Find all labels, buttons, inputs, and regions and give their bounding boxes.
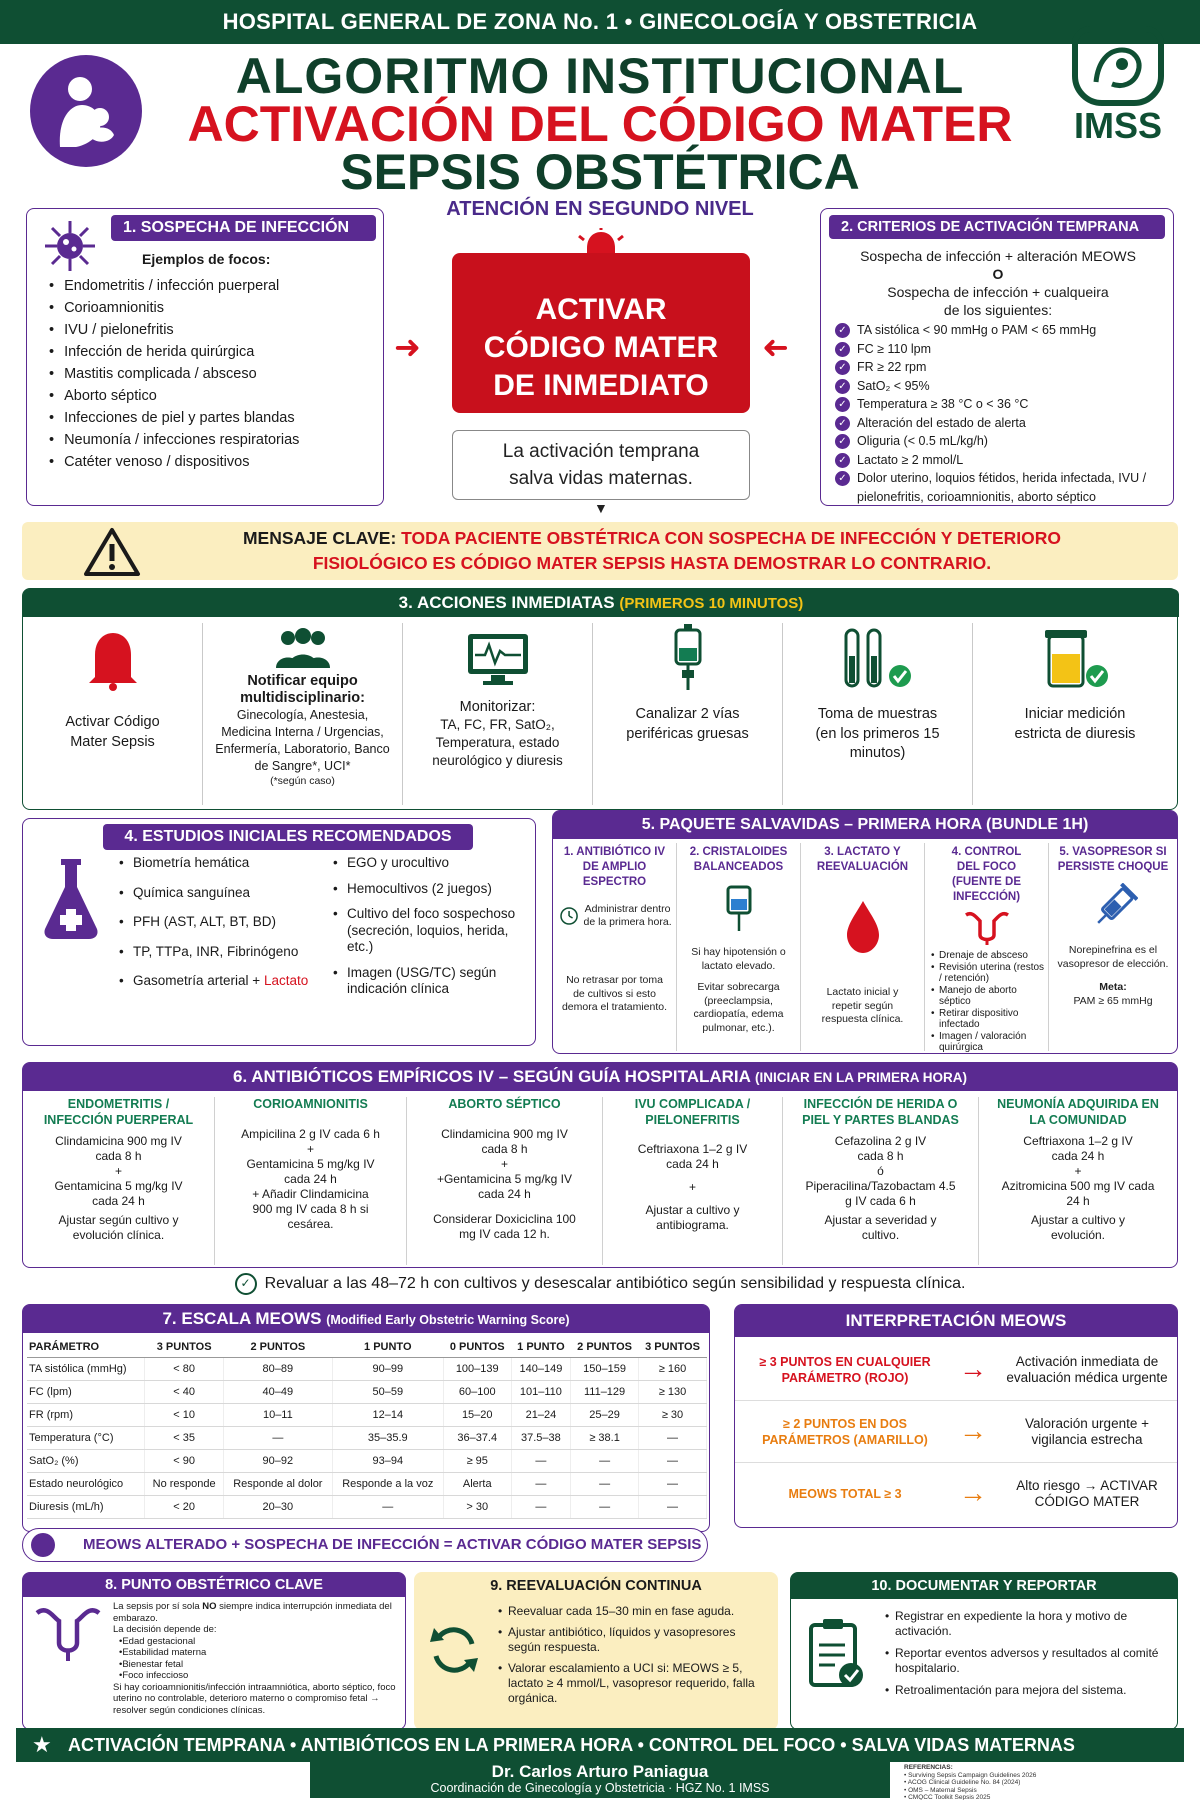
check-icon: ✓ [835,453,850,468]
abx-note: + Añadir Clindamicina 900 mg IV cada 8 h si cesárea. [252,1186,369,1231]
table-header: 2 PUNTOS [571,1337,639,1358]
bundle-cristaloides [677,843,801,1051]
reference-item: • OMS – Maternal Sepsis [904,1786,977,1794]
section2-title: 2. CRITERIOS DE ACTIVACIÓN TEMPRANA [829,215,1165,239]
abx-plus: ó [877,1164,884,1178]
list-item: ✓ Temperatura ≥ 38 °C o < 36 °C [835,395,1161,414]
abx-plus: + [500,1156,508,1171]
interp-label: ≥ 2 PUNTOS EN DOS PARÁMETROS (AMARILLO) [762,1417,928,1447]
meows-alterado-banner: MEOWS ALTERADO + SOSPECHA DE INFECCIÓN = ACTIVAR CÓDIGO MATER SEPSIS [22,1528,708,1562]
warning-icon [82,526,142,578]
criteria-line-2: Sospecha de infección + cualqueira [887,284,1109,300]
section-reevaluacion [414,1572,778,1730]
salva-line-1: La activación temprana [502,441,700,462]
arrow-right-icon: → [959,1415,987,1446]
flask-icon [41,855,101,941]
table-row [27,1404,707,1427]
interp-result: Valoración urgente + vigilancia estrecha [1025,1415,1149,1447]
accion-canalizar-label: Canalizar 2 vías periféricas gruesas [626,706,749,742]
alert-dot-icon [31,1533,55,1557]
check-icon: ✓ [835,342,850,357]
criteria-line-1: Sospecha de infección + alteración MEOWS [860,248,1136,264]
list-item: • Endometritis / infección puerperal [49,275,299,297]
table-cell: Estado neurológico [27,1473,145,1496]
activar-line-3: DE INMEDIATO [493,369,709,402]
interp-result: Alto riesgo → ACTIVAR CÓDIGO MATER [1016,1477,1158,1509]
table-cell: ≥ 30 [639,1404,707,1427]
table-cell: TA sistólica (mmHg) [27,1358,145,1381]
check-icon: ✓ [835,397,850,412]
abx-plus: + [114,1164,122,1178]
bundle-antibiotico-note: No retrasar por toma de cultivos si esto demora el tratamiento. [561,974,668,1013]
bundle-vasopresor [1049,843,1177,1051]
list-item: • Imagen (USG/TC) según indicación clínica [333,965,533,998]
list-item: • Ajustar antibiótico, líquidos y vasopresores según respuesta. [498,1625,768,1655]
table-header: 1 PUNTO [332,1337,443,1358]
list-item: • Aborto séptico [49,385,299,407]
abx-plus: + [306,1141,314,1156]
section-criterios [820,208,1174,506]
estudios-right-list [333,855,533,1007]
reference-item: • CMQCC Toolkit Sepsis 2025 [904,1794,991,1800]
section7-title: 7. ESCALA MEOWS (Modified Early Obstetric Warning Score) [23,1305,709,1333]
abx-col-title: IVU COMPLICADA / PIELONEFRITIS [634,1097,751,1127]
accion-diuresis [973,623,1177,805]
abx-col-ivu [603,1097,783,1265]
references [900,1762,1180,1798]
abx-col-title: ENDOMETRITIS / INFECCIÓN PUERPERAL [43,1097,194,1127]
list-item: • Biometría hemática [119,855,319,872]
accion-muestras [783,623,973,805]
section8-note: Si hay corioamnionitis/infección intraamniótica, aborto séptico, foco uterino no controlable, deterioro materno o compromiso fetal → resolver según condiciones clínicas. [113,1681,396,1716]
table-header: 2 PUNTOS [223,1337,332,1358]
section1-subtitle: Ejemplos de focos: [142,251,271,267]
arrow-right-icon: → [959,1477,987,1508]
accion-canalizar [593,623,783,805]
table-cell: No responde [145,1473,224,1496]
table-cell: Temperatura (°C) [27,1427,145,1450]
bundle-control-foco-list [925,950,1048,1054]
criteria-or: O [992,266,1004,282]
iv-bag-icon [668,624,708,694]
section10-list [885,1609,1169,1705]
table-row [27,1381,707,1404]
check-circle-icon: ✓ [235,1273,257,1295]
salva-line-2: salva vidas maternas. [509,468,693,489]
table-cell: < 35 [145,1427,224,1450]
list-item: • Corioamnionitis [49,297,299,319]
list-item: • Reevaluar cada 15–30 min en fase aguda. [498,1604,768,1619]
table-cell: — [571,1450,639,1473]
accion-monitorizar-text: TA, FC, FR, SatO₂, Temperatura, estado neurológico y diuresis [432,717,563,768]
criteria-list [835,321,1161,506]
iv-drip-icon [724,883,754,935]
list-item: • Cultivo del foco sospechoso (secreción, loquios, herida, etc.) [333,906,533,956]
section-meows [22,1304,710,1532]
table-cell: 35–35.9 [332,1427,443,1450]
table-cell: < 40 [145,1381,224,1404]
accion-notificar-note: (*según caso) [270,775,335,787]
bundle-cristaloides-title: 2. CRISTALOIDES BALANCEADOS [689,846,788,873]
bottom-band: ★ ACTIVACIÓN TEMPRANA • ANTIBIÓTICOS EN LA PRIMERA HORA • CONTROL DEL FOCO • SALVA VIDAS MATERNAS [16,1728,1184,1762]
interp-row [735,1401,1177,1463]
revaluar-note: ✓ Revaluar a las 48–72 h con cultivos y desescalar antibiótico según sensibilidad y respuesta clínica. [22,1272,1178,1296]
refresh-icon [426,1622,482,1678]
table-header-row [27,1337,707,1358]
table-cell: ≥ 38.1 [571,1427,639,1450]
bundle-vasopresor-text: Norepinefrina es el vasopresor de elección. [1057,944,1169,970]
table-cell: Diuresis (mL/h) [27,1496,145,1519]
abx-regimen-1: Clindamicina 900 mg IV cada 8 h [441,1126,568,1156]
table-cell: FC (lpm) [27,1381,145,1404]
accion-monitorizar [403,623,593,805]
table-cell: — [511,1450,570,1473]
uterus-icon [962,909,1012,945]
list-item: • Revisión uterina (restos / retención) [931,962,1048,985]
table-cell: 140–149 [511,1358,570,1381]
check-icon: ✓ [835,379,850,394]
table-cell: < 10 [145,1404,224,1427]
bundle-lactato-title: 3. LACTATO Y REEVALUACIÓN [816,846,909,873]
table-cell: — [571,1473,639,1496]
list-item: ✓ SatO₂ < 95% [835,377,1161,396]
reference-item: • Surviving Sepsis Campaign Guidelines 2026 [904,1771,1037,1779]
activar-line-1: ACTIVAR [535,293,667,326]
table-cell: < 20 [145,1496,224,1519]
table-cell: — [639,1450,707,1473]
list-item: ✓ Dolor uterino, loquios fétidos, herida infectada, IVU / pielonefritis, corioamnionitis, aborto séptico [835,469,1161,506]
accion-notificar [203,623,403,805]
syringe-icon [1088,883,1138,933]
section4-title: 4. ESTUDIOS INICIALES RECOMENDADOS [103,824,473,850]
table-cell: < 90 [145,1450,224,1473]
table-cell: Responde a la voz [332,1473,443,1496]
interp-row [735,1339,1177,1401]
section-documentar [790,1572,1178,1730]
virus-icon [41,217,99,275]
abx-note: Ajustar a severidad y cultivo. [824,1213,937,1242]
check-icon: ✓ [835,360,850,375]
bundle-vasopresor-meta: PAM ≥ 65 mmHg [1073,994,1153,1007]
table-cell: 25–29 [571,1404,639,1427]
abx-col-neumonia [979,1097,1177,1265]
check-icon: ✓ [835,434,850,449]
check-icon: ✓ [835,416,850,431]
table-header: 1 PUNTO [511,1337,570,1358]
list-item: • EGO y urocultivo [333,855,533,872]
list-item: ✓ FR ≥ 22 rpm [835,358,1161,377]
imss-logo [1064,26,1172,154]
table-cell: — [639,1427,707,1450]
abx-col-aborto [407,1097,603,1265]
table-cell: — [639,1473,707,1496]
table-cell: 40–49 [223,1381,332,1404]
abx-note: Considerar Doxiciclina 100 mg IV cada 12 h. [433,1211,576,1241]
section9-list [498,1604,768,1712]
check-icon: ✓ [835,471,850,486]
list-item: • Edad gestacional [119,1636,403,1648]
arrow-down-icon: ▼ [594,500,608,516]
list-item: ✓ Oliguria (< 0.5 mL/kg/h) [835,432,1161,451]
abx-regimen-1: Ampicilina 2 g IV cada 6 h [241,1126,380,1141]
table-cell: FR (rpm) [27,1404,145,1427]
section-interpretacion [734,1304,1178,1528]
table-cell: 111–129 [571,1381,639,1404]
salva-vidas-box [452,430,750,500]
section8-title: 8. PUNTO OBSTÉTRICO CLAVE [23,1573,405,1597]
list-item: • Infección de herida quirúrgica [49,341,299,363]
table-row [27,1427,707,1450]
section3-title: 3. ACCIONES INMEDIATAS (PRIMEROS 10 MINUTOS) [23,589,1179,617]
table-cell: 90–92 [223,1450,332,1473]
list-item: • Foco infeccioso [119,1670,403,1682]
list-item: • Retroalimentación para mejora del sistema. [885,1683,1169,1698]
mother-baby-icon [30,55,142,167]
clipboard-icon [805,1617,869,1693]
mensaje-clave-line-2: FISIOLÓGICO ES CÓDIGO MATER SEPSIS HASTA DEMOSTRAR LO CONTRARIO. [312,553,992,573]
table-cell: 100–139 [443,1358,511,1381]
mensaje-clave-line-1: MENSAJE CLAVE: TODA PACIENTE OBSTÉTRICA CON SOSPECHA DE INFECCIÓN Y DETERIORO [242,528,1062,548]
bundle-antibiotico [553,843,677,1051]
uterus-icon [33,1603,103,1663]
section8-subtitle: La decisión depende de: [113,1624,217,1635]
list-item: • Mastitis complicada / absceso [49,363,299,385]
accion-monitorizar-title: Monitorizar: [459,699,536,715]
test-tubes-icon [838,626,918,692]
meows-table [27,1337,707,1519]
criteria-line-3: de los siguientes: [943,302,1053,318]
title-line-3: SEPSIS OBSTÉTRICA [340,144,860,200]
list-item: • TP, TTPa, INR, Fibrinógeno [119,944,319,961]
imss-wordmark: IMSS [1073,105,1162,146]
abx-col-title: NEUMONÍA ADQUIRIDA EN LA COMUNIDAD [997,1097,1159,1127]
urine-cup-icon [1035,626,1115,692]
accion-activar [23,623,203,805]
table-cell: 80–89 [223,1358,332,1381]
list-item: • Química sanguínea [119,885,319,902]
list-item: • PFH (AST, ALT, BT, BD) [119,914,319,931]
mother-baby-logo [30,55,142,167]
table-cell: 101–110 [511,1381,570,1404]
author-role: Coordinación de Ginecología y Obstetricia · HGZ No. 1 IMSS [430,1781,770,1795]
author-name: Dr. Carlos Arturo Paniagua [491,1762,709,1781]
table-cell: — [571,1496,639,1519]
abx-regimen-2: Gentamicina 5 mg/kg IV cada 24 h [246,1156,375,1186]
list-item: • Reportar eventos adversos y resultados al comité hospitalario. [885,1646,1169,1676]
mensaje-clave-banner [22,522,1178,580]
list-item: • Neumonía / infecciones respiratorias [49,429,299,451]
estudios-left-list [119,855,319,999]
author-footer [310,1762,890,1798]
section-bundle [552,810,1178,1054]
table-row [27,1473,707,1496]
abx-col-title: CORIOAMNIONITIS [253,1097,368,1111]
table-cell: — [639,1496,707,1519]
table-cell: 90–99 [332,1358,443,1381]
list-item: • Manejo de aborto séptico [931,985,1048,1008]
arrow-right-icon: ➜ [394,329,421,365]
interp-row [735,1463,1177,1525]
table-cell: ≥ 160 [639,1358,707,1381]
blood-drop-icon [843,899,883,955]
table-cell: 36–37.4 [443,1427,511,1450]
meows-table-body [27,1358,707,1519]
abx-col-title: INFECCIÓN DE HERIDA O PIEL Y PARTES BLANDAS [802,1097,959,1127]
abx-regimen-1: Clindamicina 900 mg IV cada 8 h [55,1134,182,1163]
list-item: • IVU / pielonefritis [49,319,299,341]
bundle-control-foco-title: 4. CONTROL DEL FOCO (FUENTE DE INFECCIÓN) [951,846,1022,903]
accion-notificar-title: Notificar equipo multidisciplinario: [240,673,365,706]
list-item: • Catéter venoso / dispositivos [49,451,299,473]
interp-label: ≥ 3 PUNTOS EN CUALQUIER PARÁMETRO (ROJO) [759,1355,931,1385]
abx-plus: + [1074,1164,1082,1178]
section5-title: 5. PAQUETE SALVAVIDAS – PRIMERA HORA (BUNDLE 1H) [553,811,1177,839]
table-cell: SatO₂ (%) [27,1450,145,1473]
activar-line-2: CÓDIGO MATER [483,331,719,364]
references-title: REFERENCIAS: [904,1764,953,1771]
list-item: • Gasometría arterial + Lactato [119,973,319,990]
bundle-lactato [801,843,925,1051]
abx-col-endometritis [23,1097,215,1265]
abx-plus: + [688,1180,696,1194]
table-cell: — [511,1473,570,1496]
abx-regimen-1: Cefazolina 2 g IV cada 8 h [834,1134,927,1163]
table-cell: — [223,1427,332,1450]
clock-icon [559,896,579,936]
section-punto-obstetrico [22,1572,406,1730]
subtitle: ATENCIÓN EN SEGUNDO NIVEL [446,198,754,220]
table-cell: 93–94 [332,1450,443,1473]
table-header: 3 PUNTOS [145,1337,224,1358]
table-cell: 10–11 [223,1404,332,1427]
list-item: • Valorar escalamiento a UCI si: MEOWS ≥ 5, lactato ≥ 4 mmol/L, vasopresor requerido, falla orgánica. [498,1661,768,1706]
bell-icon [85,627,141,691]
star-icon: ★ [32,1732,52,1757]
interp-title: INTERPRETACIÓN MEOWS [735,1305,1177,1337]
bundle-lactato-text: Lactato inicial y repetir según respuesta clínica. [821,986,904,1025]
table-cell: 20–30 [223,1496,332,1519]
abx-regimen-1: Ceftriaxona 1–2 g IV cada 24 h [637,1142,748,1171]
table-row [27,1358,707,1381]
table-row [27,1496,707,1519]
table-cell: 21–24 [511,1404,570,1427]
table-cell: ≥ 130 [639,1381,707,1404]
table-cell: 150–159 [571,1358,639,1381]
title-line-2: ACTIVACIÓN DEL CÓDIGO MATER [187,96,1013,152]
list-item: • Retirar dispositivo infectado [931,1008,1048,1031]
list-item: ✓ Alteración del estado de alerta [835,414,1161,433]
list-item: ✓ FC ≥ 110 lpm [835,340,1161,359]
check-icon: ✓ [835,323,850,338]
team-icon [268,626,338,670]
section8-list [113,1636,403,1682]
table-cell: Responde al dolor [223,1473,332,1496]
abx-regimen-1: Ceftriaxona 1–2 g IV cada 24 h [1023,1134,1133,1163]
abx-col-herida [783,1097,979,1265]
section-sospecha [26,208,384,506]
table-cell: < 80 [145,1358,224,1381]
table-cell: ≥ 95 [443,1450,511,1473]
list-item: • Imagen / valoración quirúrgica [931,1031,1048,1054]
activar-codigo-mater-box [452,253,750,413]
monitor-icon [465,631,531,687]
bundle-antibiotico-title: 1. ANTIBIÓTICO IV DE AMPLIO ESPECTRO [563,846,666,888]
list-item: • Hemocultivos (2 juegos) [333,881,533,898]
bundle-vasopresor-meta-label: Meta: [1099,981,1127,993]
bundle-antibiotico-text: Administrar dentro de la primera hora. [583,902,672,928]
abx-regimen-2: Azitromicina 500 mg IV cada 24 h [1001,1179,1155,1208]
foci-list [49,275,299,473]
table-header: 0 PUNTOS [443,1337,511,1358]
section6-title: 6. ANTIBIÓTICOS EMPÍRICOS IV – SEGÚN GUÍA HOSPITALARIA (INICIAR EN LA PRIMERA HORA) [23,1063,1177,1091]
list-item: ✓ Lactato ≥ 2 mmol/L [835,451,1161,470]
table-cell: 37.5–38 [511,1427,570,1450]
abx-regimen-2: +Gentamicina 5 mg/kg IV cada 24 h [436,1171,573,1201]
list-item: • Registrar en expediente la hora y motivo de activación. [885,1609,1169,1639]
imss-eagle-icon [1072,26,1164,106]
arrow-right-icon: → [959,1353,987,1384]
list-item: • Bienestar fetal [119,1659,403,1671]
bundle-cristaloides-note: Evitar sobrecarga (preeclampsia, cardiopatía, edema pulmonar, etc.). [693,981,784,1034]
table-cell: Alerta [443,1473,511,1496]
table-header: PARÁMETRO [27,1337,145,1358]
section9-title: 9. REEVALUACIÓN CONTINUA [490,1578,702,1594]
header-band: HOSPITAL GENERAL DE ZONA No. 1 • GINECOLOGÍA Y OBSTETRICIA [0,0,1200,44]
list-item: ✓ TA sistólica < 90 mmHg o PAM < 65 mmHg [835,321,1161,340]
table-row [27,1450,707,1473]
abx-col-corioamnionitis [215,1097,407,1265]
section-antibioticos [22,1062,1178,1268]
section8-text: La sepsis por sí sola NO siempre indica interrupción inmediata del embarazo. La decisión depende de: • Edad gestacional • Estabilidad materna • Bienestar fetal • Foco infeccioso Si hay corioamnionitis/infección intraamniótica, aborto séptico, foco uterino no controlable, deterioro materno o compromiso fetal → resolver según condiciones clínicas. [113,1601,403,1716]
accion-activar-label: Activar Código Mater Sepsis [65,714,160,750]
table-header: 3 PUNTOS [639,1337,707,1358]
table-cell: — [511,1496,570,1519]
list-item: • Infecciones de piel y partes blandas [49,407,299,429]
accion-notificar-text: Ginecología, Anestesia, Medicina Interna / Urgencias, Enfermería, Laboratorio, Banco de Sangre*, UCI* [215,708,390,773]
table-cell: 60–100 [443,1381,511,1404]
abx-regimen-2: Ajustar a cultivo y antibiograma. [645,1203,740,1232]
table-cell: > 30 [443,1496,511,1519]
interp-label: MEOWS TOTAL ≥ 3 [788,1487,902,1501]
bundle-vasopresor-title: 5. VASOPRESOR SI PERSISTE CHOQUE [1057,846,1169,873]
abx-note: Ajustar según cultivo y evolución clínica. [58,1213,179,1242]
interp-result: Activación inmediata de evaluación médica urgente [1006,1353,1168,1385]
table-cell: 12–14 [332,1404,443,1427]
table-cell: 50–59 [332,1381,443,1404]
bundle-control-foco [925,843,1049,1051]
list-item: • Estabilidad materna [119,1647,403,1659]
list-item: • Drenaje de absceso [931,950,1048,962]
bundle-cristaloides-text: Si hay hipotensión o lactato elevado. [691,946,786,972]
table-cell: 15–20 [443,1404,511,1427]
section1-title: 1. SOSPECHA DE INFECCIÓN [111,215,376,241]
abx-regimen-2: Piperacilina/Tazobactam 4.5 g IV cada 6 h [805,1179,956,1208]
abx-regimen-2: Gentamicina 5 mg/kg IV cada 24 h [54,1179,183,1208]
accion-muestras-label: Toma de muestras (en los primeros 15 minutos) [815,706,940,761]
section-estudios [22,818,536,1046]
title-line-1: ALGORITMO INSTITUCIONAL [235,48,965,104]
abx-col-title: ABORTO SÉPTICO [448,1097,561,1111]
section-acciones [22,588,1178,810]
abx-note: Ajustar a cultivo y evolución. [1030,1213,1126,1242]
section10-title: 10. DOCUMENTAR Y REPORTAR [791,1573,1177,1599]
table-cell: — [332,1496,443,1519]
reference-item: • ACOG Clinical Guideline No. 84 (2024) [904,1779,1021,1786]
accion-diuresis-label: Iniciar medición estricta de diuresis [1014,706,1136,742]
arrow-left-icon: ➜ [762,329,789,365]
